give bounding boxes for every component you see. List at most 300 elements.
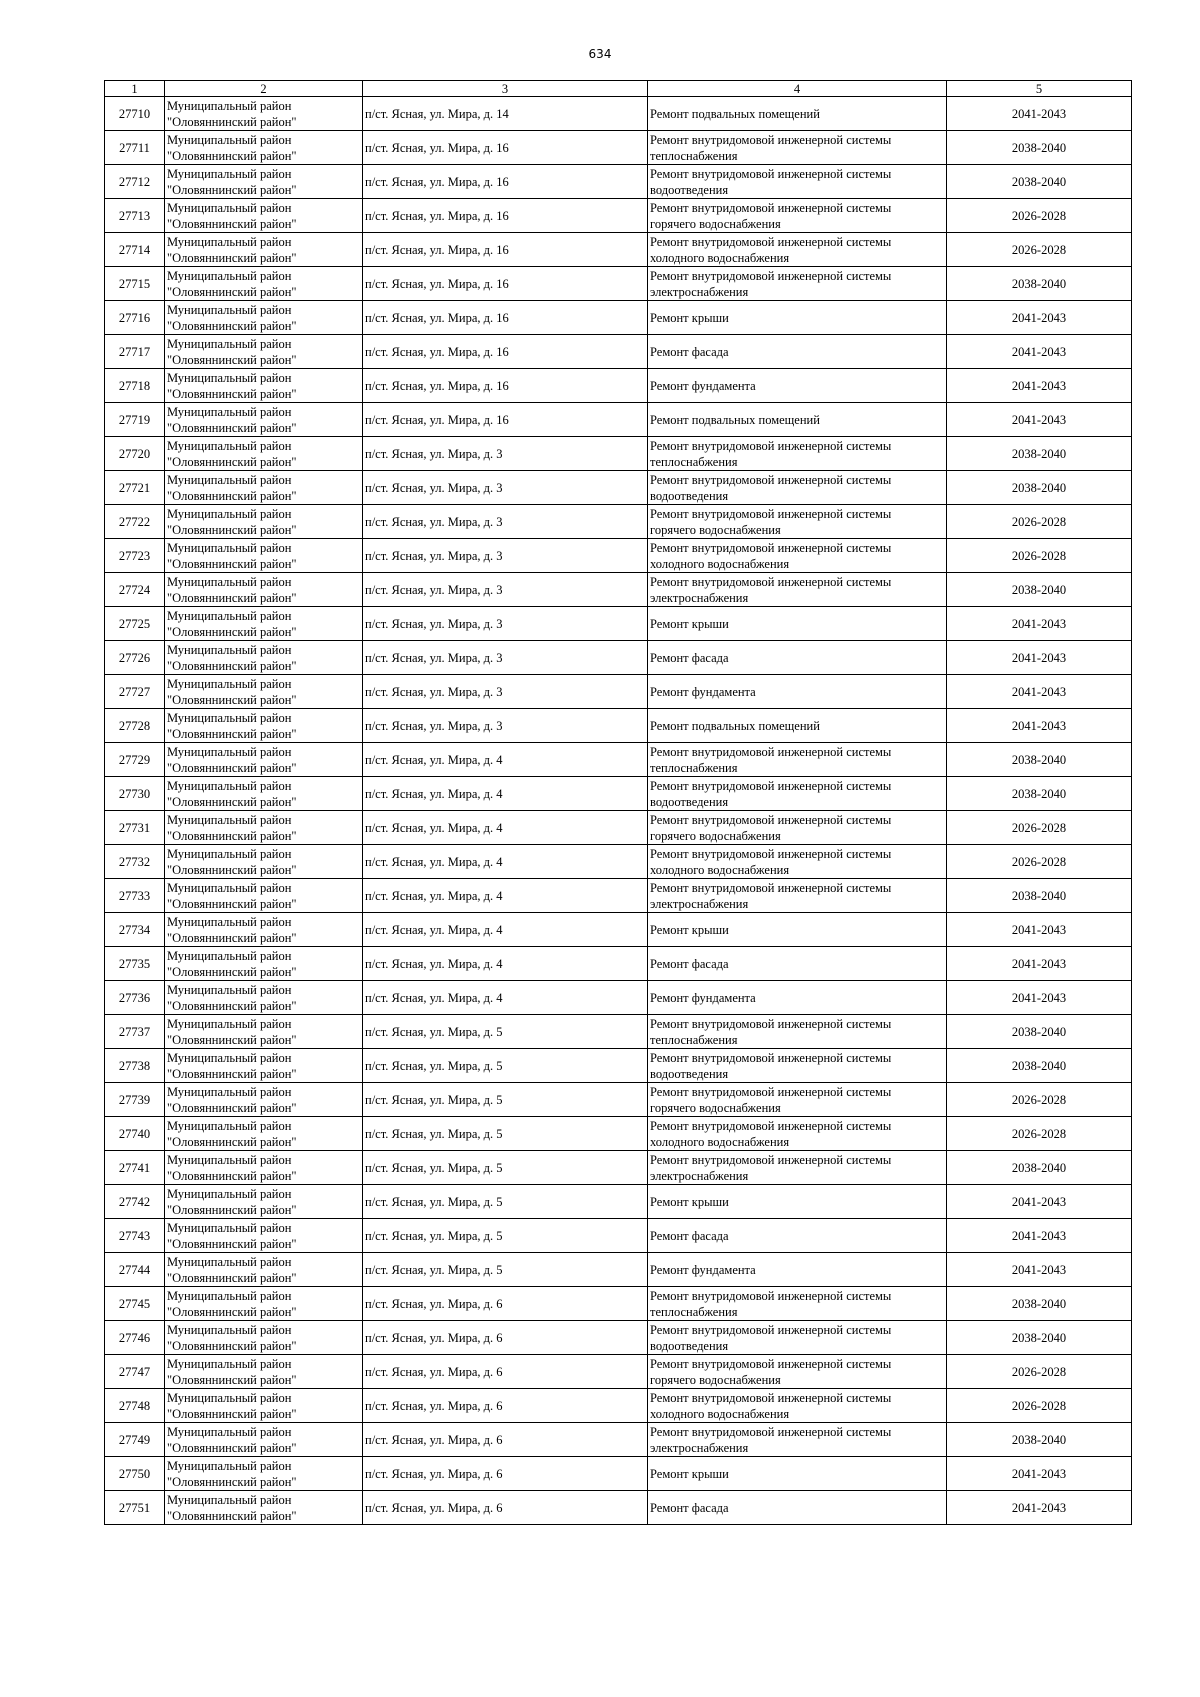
record-number-cell: 27711 (105, 131, 165, 165)
table-row (105, 1389, 1132, 1423)
municipality-line: Муниципальный район (167, 540, 292, 555)
work-type-line: Ремонт внутридомовой инженерной системы (650, 438, 892, 453)
municipality-line: "Оловяннинский район" (167, 828, 297, 843)
table-row (105, 947, 1132, 981)
work-type-cell (648, 1049, 947, 1083)
municipality-cell (165, 539, 363, 573)
municipality-line: Муниципальный район (167, 438, 292, 453)
address-cell: п/ст. Ясная, ул. Мира, д. 4 (363, 879, 648, 913)
municipality-line: "Оловяннинский район" (167, 726, 297, 741)
planned-period-cell: 2038-2040 (947, 743, 1132, 777)
address-cell: п/ст. Ясная, ул. Мира, д. 3 (363, 607, 648, 641)
record-number-cell: 27736 (105, 981, 165, 1015)
work-type-line: холодного водоснабжения (650, 1406, 790, 1421)
planned-period-cell: 2038-2040 (947, 1287, 1132, 1321)
municipality-line: Муниципальный район (167, 914, 292, 929)
record-number-cell: 27727 (105, 675, 165, 709)
work-type-line: холодного водоснабжения (650, 1134, 790, 1149)
work-type-line: Ремонт внутридомовой инженерной системы (650, 1084, 892, 1099)
table-row (105, 1423, 1132, 1457)
record-number-cell: 27746 (105, 1321, 165, 1355)
municipality-line: Муниципальный район (167, 302, 292, 317)
work-type-line: Ремонт фундамента (650, 378, 756, 393)
address-cell: п/ст. Ясная, ул. Мира, д. 5 (363, 1219, 648, 1253)
work-type-line: Ремонт фасада (650, 1500, 729, 1515)
table-row (105, 1287, 1132, 1321)
municipality-line: Муниципальный район (167, 1356, 292, 1371)
municipality-line: "Оловяннинский район" (167, 794, 297, 809)
table-row (105, 981, 1132, 1015)
table-row (105, 131, 1132, 165)
planned-period-cell: 2038-2040 (947, 777, 1132, 811)
work-type-line: Ремонт внутридомовой инженерной системы (650, 1390, 892, 1405)
work-type-cell (648, 1185, 947, 1219)
work-type-line: Ремонт подвальных помещений (650, 718, 820, 733)
table-row (105, 1117, 1132, 1151)
municipality-line: Муниципальный район (167, 370, 292, 385)
planned-period-cell: 2038-2040 (947, 267, 1132, 301)
municipality-line: "Оловяннинский район" (167, 114, 297, 129)
work-type-cell (648, 267, 947, 301)
work-type-line: теплоснабжения (650, 1032, 738, 1047)
work-type-cell (648, 1457, 947, 1491)
work-type-line: водоотведения (650, 1066, 729, 1081)
record-number-cell: 27741 (105, 1151, 165, 1185)
work-type-line: Ремонт внутридомовой инженерной системы (650, 1016, 892, 1031)
municipality-cell (165, 1185, 363, 1219)
address-cell: п/ст. Ясная, ул. Мира, д. 5 (363, 1151, 648, 1185)
work-type-line: горячего водоснабжения (650, 828, 781, 843)
record-number-cell: 27751 (105, 1491, 165, 1525)
work-type-cell (648, 607, 947, 641)
record-number-cell: 27738 (105, 1049, 165, 1083)
municipality-cell (165, 335, 363, 369)
work-type-line: Ремонт внутридомовой инженерной системы (650, 234, 892, 249)
work-type-cell (648, 131, 947, 165)
column-header-5: 5 (947, 81, 1132, 97)
address-cell: п/ст. Ясная, ул. Мира, д. 3 (363, 709, 648, 743)
work-type-cell (648, 437, 947, 471)
work-type-line: Ремонт внутридомовой инженерной системы (650, 812, 892, 827)
address-cell: п/ст. Ясная, ул. Мира, д. 16 (363, 403, 648, 437)
municipality-cell (165, 97, 363, 131)
planned-period-cell: 2041-2043 (947, 675, 1132, 709)
work-type-line: Ремонт фундамента (650, 1262, 756, 1277)
work-type-line: теплоснабжения (650, 760, 738, 775)
work-type-line: Ремонт внутридомовой инженерной системы (650, 1322, 892, 1337)
record-number-cell: 27715 (105, 267, 165, 301)
record-number-cell: 27714 (105, 233, 165, 267)
record-number-cell: 27723 (105, 539, 165, 573)
work-type-line: теплоснабжения (650, 148, 738, 163)
municipality-line: Муниципальный район (167, 1152, 292, 1167)
work-type-cell (648, 845, 947, 879)
work-type-line: Ремонт внутридомовой инженерной системы (650, 1118, 892, 1133)
address-cell: п/ст. Ясная, ул. Мира, д. 3 (363, 573, 648, 607)
planned-period-cell: 2026-2028 (947, 1117, 1132, 1151)
record-number-cell: 27724 (105, 573, 165, 607)
municipality-line: "Оловяннинский район" (167, 1236, 297, 1251)
municipality-cell (165, 607, 363, 641)
table-header (105, 81, 1132, 97)
work-type-line: холодного водоснабжения (650, 556, 790, 571)
municipality-line: "Оловяннинский район" (167, 420, 297, 435)
work-type-line: Ремонт внутридомовой инженерной системы (650, 778, 892, 793)
work-type-cell (648, 165, 947, 199)
municipality-line: Муниципальный район (167, 1288, 292, 1303)
record-number-cell: 27748 (105, 1389, 165, 1423)
address-cell: п/ст. Ясная, ул. Мира, д. 4 (363, 845, 648, 879)
address-cell: п/ст. Ясная, ул. Мира, д. 16 (363, 369, 648, 403)
work-type-line: Ремонт внутридомовой инженерной системы (650, 880, 892, 895)
work-type-line: Ремонт крыши (650, 310, 729, 325)
table-row (105, 233, 1132, 267)
municipality-line: "Оловяннинский район" (167, 284, 297, 299)
record-number-cell: 27725 (105, 607, 165, 641)
table-body (105, 97, 1132, 1525)
table-row (105, 1049, 1132, 1083)
work-type-line: теплоснабжения (650, 454, 738, 469)
address-cell: п/ст. Ясная, ул. Мира, д. 16 (363, 165, 648, 199)
planned-period-cell: 2038-2040 (947, 165, 1132, 199)
work-type-line: Ремонт внутридомовой инженерной системы (650, 744, 892, 759)
work-type-cell (648, 1423, 947, 1457)
record-number-cell: 27749 (105, 1423, 165, 1457)
record-number-cell: 27732 (105, 845, 165, 879)
record-number-cell: 27743 (105, 1219, 165, 1253)
work-type-line: Ремонт внутридомовой инженерной системы (650, 1288, 892, 1303)
record-number-cell: 27712 (105, 165, 165, 199)
work-type-line: электроснабжения (650, 1168, 749, 1183)
municipality-line: "Оловяннинский район" (167, 998, 297, 1013)
work-type-line: теплоснабжения (650, 1304, 738, 1319)
work-type-line: Ремонт внутридомовой инженерной системы (650, 200, 892, 215)
planned-period-cell: 2041-2043 (947, 1491, 1132, 1525)
address-cell: п/ст. Ясная, ул. Мира, д. 6 (363, 1457, 648, 1491)
repair-schedule-table (104, 80, 1132, 1525)
table-row (105, 471, 1132, 505)
municipality-cell (165, 1049, 363, 1083)
record-number-cell: 27728 (105, 709, 165, 743)
municipality-line: Муниципальный район (167, 1050, 292, 1065)
municipality-cell (165, 165, 363, 199)
address-cell: п/ст. Ясная, ул. Мира, д. 5 (363, 1015, 648, 1049)
work-type-line: Ремонт фундамента (650, 684, 756, 699)
work-type-cell (648, 1117, 947, 1151)
municipality-line: Муниципальный район (167, 778, 292, 793)
work-type-cell (648, 709, 947, 743)
planned-period-cell: 2041-2043 (947, 607, 1132, 641)
municipality-cell (165, 641, 363, 675)
municipality-cell (165, 947, 363, 981)
work-type-line: Ремонт фасада (650, 344, 729, 359)
record-number-cell: 27710 (105, 97, 165, 131)
table-row (105, 573, 1132, 607)
planned-period-cell: 2038-2040 (947, 1049, 1132, 1083)
municipality-line: Муниципальный район (167, 1016, 292, 1031)
municipality-line: "Оловяннинский район" (167, 1304, 297, 1319)
work-type-line: водоотведения (650, 182, 729, 197)
municipality-line: "Оловяннинский район" (167, 182, 297, 197)
municipality-line: Муниципальный район (167, 166, 292, 181)
municipality-cell (165, 845, 363, 879)
municipality-cell (165, 1389, 363, 1423)
municipality-line: Муниципальный район (167, 948, 292, 963)
table-row (105, 1253, 1132, 1287)
table-row (105, 913, 1132, 947)
table-row (105, 1219, 1132, 1253)
address-cell: п/ст. Ясная, ул. Мира, д. 14 (363, 97, 648, 131)
planned-period-cell: 2041-2043 (947, 981, 1132, 1015)
planned-period-cell: 2041-2043 (947, 335, 1132, 369)
address-cell: п/ст. Ясная, ул. Мира, д. 3 (363, 471, 648, 505)
record-number-cell: 27720 (105, 437, 165, 471)
record-number-cell: 27739 (105, 1083, 165, 1117)
address-cell: п/ст. Ясная, ул. Мира, д. 4 (363, 947, 648, 981)
address-cell: п/ст. Ясная, ул. Мира, д. 3 (363, 505, 648, 539)
municipality-cell (165, 131, 363, 165)
work-type-line: горячего водоснабжения (650, 1372, 781, 1387)
page-number: 634 (588, 47, 612, 61)
work-type-line: электроснабжения (650, 896, 749, 911)
municipality-line: "Оловяннинский район" (167, 1100, 297, 1115)
municipality-line: Муниципальный район (167, 1254, 292, 1269)
work-type-cell (648, 1389, 947, 1423)
work-type-cell (648, 1253, 947, 1287)
municipality-line: "Оловяннинский район" (167, 488, 297, 503)
municipality-line: Муниципальный район (167, 982, 292, 997)
planned-period-cell: 2026-2028 (947, 505, 1132, 539)
record-number-cell: 27734 (105, 913, 165, 947)
table-row (105, 1015, 1132, 1049)
work-type-cell (648, 641, 947, 675)
planned-period-cell: 2041-2043 (947, 913, 1132, 947)
planned-period-cell: 2026-2028 (947, 199, 1132, 233)
work-type-cell (648, 811, 947, 845)
work-type-line: электроснабжения (650, 590, 749, 605)
address-cell: п/ст. Ясная, ул. Мира, д. 3 (363, 437, 648, 471)
municipality-line: "Оловяннинский район" (167, 1032, 297, 1047)
work-type-line: Ремонт крыши (650, 1194, 729, 1209)
planned-period-cell: 2041-2043 (947, 1185, 1132, 1219)
table-row (105, 777, 1132, 811)
municipality-cell (165, 301, 363, 335)
record-number-cell: 27729 (105, 743, 165, 777)
municipality-line: "Оловяннинский район" (167, 556, 297, 571)
record-number-cell: 27735 (105, 947, 165, 981)
work-type-cell (648, 879, 947, 913)
municipality-cell (165, 1015, 363, 1049)
municipality-line: Муниципальный район (167, 846, 292, 861)
record-number-cell: 27719 (105, 403, 165, 437)
address-cell: п/ст. Ясная, ул. Мира, д. 16 (363, 131, 648, 165)
address-cell: п/ст. Ясная, ул. Мира, д. 4 (363, 743, 648, 777)
municipality-line: Муниципальный район (167, 1492, 292, 1507)
work-type-line: горячего водоснабжения (650, 1100, 781, 1115)
municipality-line: Муниципальный район (167, 642, 292, 657)
address-cell: п/ст. Ясная, ул. Мира, д. 16 (363, 267, 648, 301)
address-cell: п/ст. Ясная, ул. Мира, д. 6 (363, 1389, 648, 1423)
address-cell: п/ст. Ясная, ул. Мира, д. 5 (363, 1253, 648, 1287)
planned-period-cell: 2026-2028 (947, 811, 1132, 845)
column-header-4: 4 (648, 81, 947, 97)
work-type-cell (648, 1015, 947, 1049)
work-type-line: горячего водоснабжения (650, 216, 781, 231)
address-cell: п/ст. Ясная, ул. Мира, д. 6 (363, 1423, 648, 1457)
work-type-cell (648, 471, 947, 505)
planned-period-cell: 2026-2028 (947, 539, 1132, 573)
record-number-cell: 27730 (105, 777, 165, 811)
work-type-cell (648, 1287, 947, 1321)
planned-period-cell: 2038-2040 (947, 1015, 1132, 1049)
municipality-line: Муниципальный район (167, 1322, 292, 1337)
municipality-cell (165, 1457, 363, 1491)
municipality-cell (165, 811, 363, 845)
municipality-line: "Оловяннинский район" (167, 1134, 297, 1149)
address-cell: п/ст. Ясная, ул. Мира, д. 5 (363, 1185, 648, 1219)
municipality-line: Муниципальный район (167, 132, 292, 147)
table-row (105, 1151, 1132, 1185)
work-type-line: Ремонт фундамента (650, 990, 756, 1005)
column-number-row (105, 81, 1132, 97)
work-type-line: водоотведения (650, 488, 729, 503)
municipality-line: "Оловяннинский район" (167, 1508, 297, 1523)
planned-period-cell: 2026-2028 (947, 1389, 1132, 1423)
planned-period-cell: 2041-2043 (947, 97, 1132, 131)
planned-period-cell: 2041-2043 (947, 1219, 1132, 1253)
record-number-cell: 27718 (105, 369, 165, 403)
municipality-cell (165, 199, 363, 233)
table-row (105, 403, 1132, 437)
work-type-cell (648, 573, 947, 607)
record-number-cell: 27733 (105, 879, 165, 913)
work-type-cell (648, 403, 947, 437)
work-type-line: Ремонт подвальных помещений (650, 106, 820, 121)
municipality-line: Муниципальный район (167, 1084, 292, 1099)
record-number-cell: 27745 (105, 1287, 165, 1321)
municipality-line: Муниципальный район (167, 710, 292, 725)
municipality-cell (165, 981, 363, 1015)
municipality-cell (165, 709, 363, 743)
table-row (105, 1457, 1132, 1491)
municipality-line: "Оловяннинский район" (167, 148, 297, 163)
address-cell: п/ст. Ясная, ул. Мира, д. 6 (363, 1287, 648, 1321)
table-row (105, 607, 1132, 641)
address-cell: п/ст. Ясная, ул. Мира, д. 4 (363, 811, 648, 845)
record-number-cell: 27716 (105, 301, 165, 335)
municipality-line: Муниципальный район (167, 812, 292, 827)
municipality-line: Муниципальный район (167, 200, 292, 215)
work-type-line: электроснабжения (650, 284, 749, 299)
work-type-line: горячего водоснабжения (650, 522, 781, 537)
municipality-line: "Оловяннинский район" (167, 1338, 297, 1353)
municipality-line: "Оловяннинский район" (167, 454, 297, 469)
municipality-line: "Оловяннинский район" (167, 1202, 297, 1217)
municipality-line: "Оловяннинский район" (167, 760, 297, 775)
work-type-line: Ремонт крыши (650, 1466, 729, 1481)
work-type-line: Ремонт фасада (650, 650, 729, 665)
planned-period-cell: 2026-2028 (947, 1083, 1132, 1117)
table-row (105, 301, 1132, 335)
record-number-cell: 27717 (105, 335, 165, 369)
record-number-cell: 27742 (105, 1185, 165, 1219)
planned-period-cell: 2038-2040 (947, 1423, 1132, 1457)
work-type-cell (648, 369, 947, 403)
municipality-line: "Оловяннинский район" (167, 352, 297, 367)
column-header-3: 3 (363, 81, 648, 97)
work-type-line: Ремонт фасада (650, 956, 729, 971)
municipality-cell (165, 1423, 363, 1457)
work-type-cell (648, 1151, 947, 1185)
address-cell: п/ст. Ясная, ул. Мира, д. 5 (363, 1083, 648, 1117)
table-row (105, 845, 1132, 879)
planned-period-cell: 2041-2043 (947, 301, 1132, 335)
municipality-cell (165, 505, 363, 539)
address-cell: п/ст. Ясная, ул. Мира, д. 6 (363, 1355, 648, 1389)
table-row (105, 641, 1132, 675)
address-cell: п/ст. Ясная, ул. Мира, д. 4 (363, 913, 648, 947)
municipality-line: "Оловяннинский район" (167, 692, 297, 707)
address-cell: п/ст. Ясная, ул. Мира, д. 16 (363, 335, 648, 369)
municipality-line: Муниципальный район (167, 1118, 292, 1133)
table-row (105, 879, 1132, 913)
work-type-cell (648, 1219, 947, 1253)
municipality-line: "Оловяннинский район" (167, 590, 297, 605)
work-type-line: водоотведения (650, 1338, 729, 1353)
work-type-line: электроснабжения (650, 1440, 749, 1455)
table-row (105, 335, 1132, 369)
planned-period-cell: 2026-2028 (947, 233, 1132, 267)
municipality-cell (165, 233, 363, 267)
table-row (105, 743, 1132, 777)
planned-period-cell: 2041-2043 (947, 369, 1132, 403)
work-type-line: Ремонт внутридомовой инженерной системы (650, 1152, 892, 1167)
planned-period-cell: 2041-2043 (947, 947, 1132, 981)
municipality-line: Муниципальный район (167, 880, 292, 895)
municipality-line: Муниципальный район (167, 1458, 292, 1473)
record-number-cell: 27731 (105, 811, 165, 845)
table-row (105, 267, 1132, 301)
municipality-cell (165, 743, 363, 777)
table-row (105, 437, 1132, 471)
work-type-cell (648, 913, 947, 947)
municipality-line: "Оловяннинский район" (167, 624, 297, 639)
work-type-cell (648, 97, 947, 131)
municipality-line: "Оловяннинский район" (167, 930, 297, 945)
work-type-line: холодного водоснабжения (650, 250, 790, 265)
planned-period-cell: 2038-2040 (947, 1151, 1132, 1185)
address-cell: п/ст. Ясная, ул. Мира, д. 16 (363, 301, 648, 335)
municipality-line: "Оловяннинский район" (167, 1474, 297, 1489)
address-cell: п/ст. Ясная, ул. Мира, д. 5 (363, 1117, 648, 1151)
municipality-line: Муниципальный район (167, 506, 292, 521)
table-row (105, 1321, 1132, 1355)
work-type-line: водоотведения (650, 794, 729, 809)
address-cell: п/ст. Ясная, ул. Мира, д. 6 (363, 1491, 648, 1525)
municipality-line: Муниципальный район (167, 1220, 292, 1235)
work-type-line: Ремонт крыши (650, 616, 729, 631)
work-type-line: Ремонт крыши (650, 922, 729, 937)
address-cell: п/ст. Ясная, ул. Мира, д. 16 (363, 199, 648, 233)
work-type-line: Ремонт внутридомовой инженерной системы (650, 540, 892, 555)
work-type-line: Ремонт внутридомовой инженерной системы (650, 132, 892, 147)
municipality-line: Муниципальный район (167, 336, 292, 351)
municipality-line: "Оловяннинский район" (167, 318, 297, 333)
work-type-cell (648, 505, 947, 539)
work-type-line: Ремонт внутридомовой инженерной системы (650, 1424, 892, 1439)
municipality-line: "Оловяннинский район" (167, 862, 297, 877)
work-type-cell (648, 1083, 947, 1117)
